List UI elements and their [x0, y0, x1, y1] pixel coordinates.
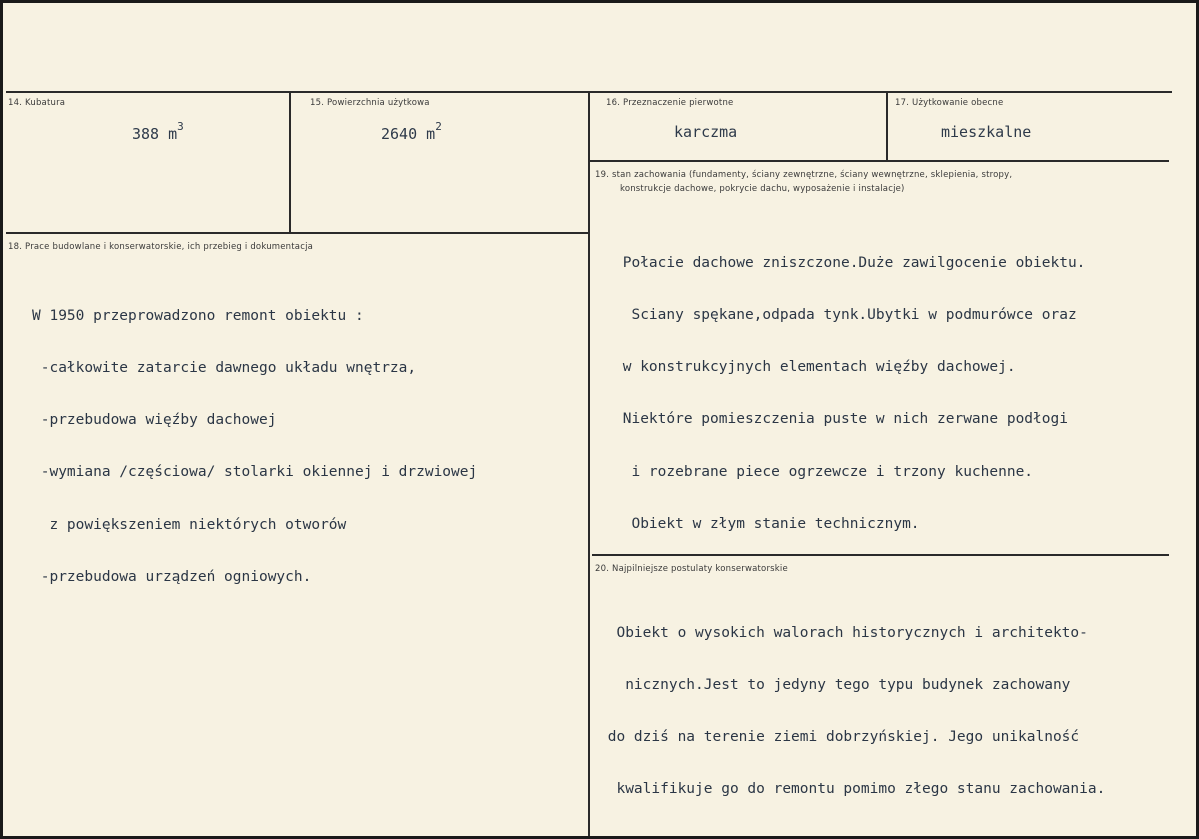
field-19-line: Obiekt w złym stanie technicznym.: [614, 515, 920, 532]
field-20-line: nicznych.Jest to jedyny tego typu budynek zachowany: [599, 677, 1071, 694]
field-14-label: 14. Kubatura: [8, 98, 66, 108]
field-20-line: kwalifikuje go do remontu pomimo złego stanu zachowania.: [599, 781, 1106, 798]
field-20-line: do dziś na terenie ziemi dobrzyńskiej. Jego unikalność: [599, 729, 1080, 746]
field-17-value: mieszkalne: [941, 123, 1032, 141]
field-18-line: -przebudowa urządzeń ogniowych.: [32, 568, 312, 585]
divider-col-15: [289, 91, 291, 234]
divider-row1: [588, 160, 1169, 162]
field-17-label: 17. Użytkowanie obecne: [895, 98, 1004, 108]
field-20-text: [599, 590, 1105, 834]
field-15-number: 2640 m: [381, 125, 436, 143]
field-20-label: 20. Najpilniejsze postulaty konserwatorskie: [595, 564, 788, 574]
record-card: [3, 3, 1196, 836]
field-14-number: 388 m: [132, 125, 178, 143]
field-18-text: [32, 273, 477, 621]
field-18-line: -przebudowa więźby dachowej: [32, 412, 277, 429]
field-19-label-line1: 19. stan zachowania (fundamenty, ściany zewnętrzne, ściany wewnętrzne, sklepienia, stropy,: [595, 170, 1013, 180]
field-18-line: -całkowite zatarcie dawnego układu wnętrza,: [32, 360, 417, 377]
field-18-label: 18. Prace budowlane i konserwatorskie, ich przebieg i dokumentacja: [8, 242, 314, 252]
field-19-line: Niektóre pomieszczenia puste w nich zerwane podłogi: [614, 411, 1068, 428]
field-16-value: karczma: [674, 123, 738, 141]
field-19-text: [614, 220, 1085, 568]
field-14-value: [132, 120, 184, 143]
field-18-line: -wymiana /częściowa/ stolarki okiennej i drzwiowej: [32, 464, 478, 481]
field-19-line: Połacie dachowe zniszczone.Duże zawilgocenie obiektu.: [614, 254, 1086, 271]
field-18-line: z powiększeniem niektórych otworów: [32, 516, 347, 533]
field-15-value: [381, 120, 442, 143]
field-15-unit-exponent: 2: [435, 120, 442, 133]
divider-row1-left: [6, 232, 588, 234]
field-19-line: Sciany spękane,odpada tynk.Ubytki w podmurówce oraz: [614, 307, 1077, 324]
field-16-label: 16. Przeznaczenie pierwotne: [606, 98, 734, 108]
divider-col-main: [588, 91, 590, 836]
field-20-line: Obiekt o wysokich walorach historycznych i architekto-: [599, 624, 1088, 641]
field-15-label: 15. Powierzchnia użytkowa: [310, 98, 430, 108]
field-19-line: i rozebrane piece ogrzewcze i trzony kuchenne.: [614, 463, 1034, 480]
field-18-line: W 1950 przeprowadzono remont obiektu :: [32, 307, 364, 324]
field-19-line: w konstrukcyjnych elementach więźby dachowej.: [614, 359, 1016, 376]
divider-col-17: [886, 91, 888, 161]
field-19-label-line2: konstrukcje dachowe, pokrycie dachu, wyposażenie i instalacje): [620, 184, 905, 194]
field-14-unit-exponent: 3: [177, 120, 184, 133]
